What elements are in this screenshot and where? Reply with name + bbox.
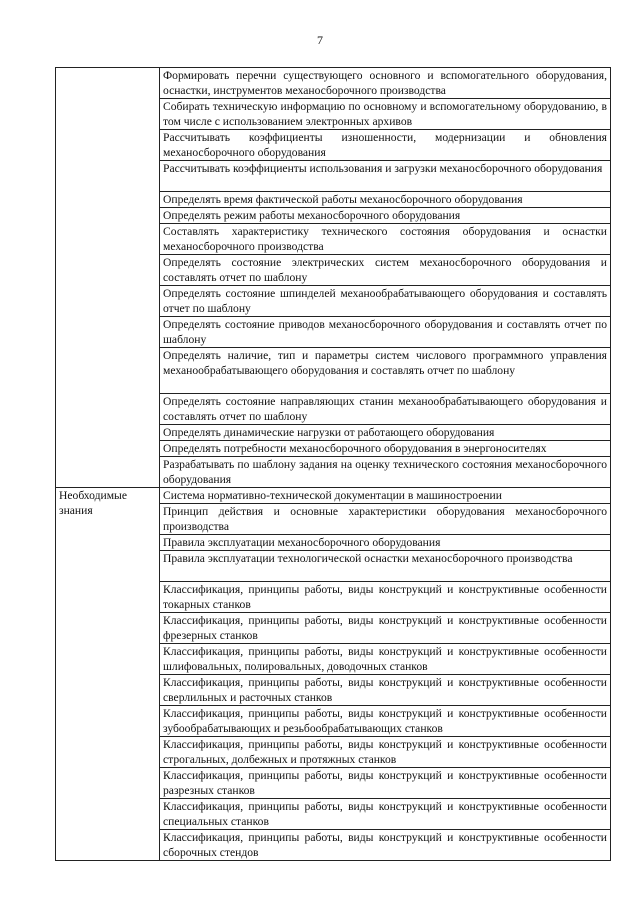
table-cell: Классификация, принципы работы, виды конструкций и конструктивные особенности фрезерных станков — [160, 613, 611, 644]
table-cell: Правила эксплуатации механосборочного оборудования — [160, 535, 611, 551]
table-cell: Разрабатывать по шаблону задания на оценку технического состояния механосборочного оборудования — [160, 457, 611, 488]
table-cell: Определять наличие, тип и параметры систем числового программного управления механообрабатывающего оборудования и составлять отчет по шаблону — [160, 348, 611, 394]
table-cell: Принцип действия и основные характеристики оборудования механосборочного производства — [160, 504, 611, 535]
page-number: 7 — [317, 33, 323, 47]
table-cell: Классификация, принципы работы, виды конструкций и конструктивные особенности токарных станков — [160, 582, 611, 613]
table-cell: Определять время фактической работы механосборочного оборудования — [160, 192, 611, 208]
table-cell: Классификация, принципы работы, виды конструкций и конструктивные особенности сборочных стендов — [160, 830, 611, 861]
table-cell: Определять состояние шпинделей механообрабатывающего оборудования и составлять отчет по шаблону — [160, 286, 611, 317]
section-label: Необходимые знания — [56, 488, 160, 861]
table-cell: Формировать перечни существующего основного и вспомогательного оборудования, оснастки, инструментов механосборочного производства — [160, 68, 611, 99]
table-cell: Классификация, принципы работы, виды конструкций и конструктивные особенности строгальных, долбежных и протяжных станков — [160, 737, 611, 768]
section-label — [56, 68, 160, 488]
table-cell: Составлять характеристику технического состояния оборудования и оснастки механосборочного производства — [160, 224, 611, 255]
table-cell: Определять динамические нагрузки от работающего оборудования — [160, 425, 611, 441]
table-cell: Определять состояние направляющих станин механообрабатывающего оборудования и составлять отчет по шаблону — [160, 394, 611, 425]
table-cell: Классификация, принципы работы, виды конструкций и конструктивные особенности разрезных станков — [160, 768, 611, 799]
table-cell: Определять состояние приводов механосборочного оборудования и составлять отчет по шаблону — [160, 317, 611, 348]
table-row — [56, 488, 611, 504]
table-cell: Классификация, принципы работы, виды конструкций и конструктивные особенности шлифовальных, полировальных, доводочных станков — [160, 644, 611, 675]
table-cell: Рассчитывать коэффициенты изношенности, модернизации и обновления механосборочного оборудования — [160, 130, 611, 161]
table-row — [56, 68, 611, 99]
table-cell: Собирать техническую информацию по основному и вспомогательному оборудованию, в том числе с использованием электронных архивов — [160, 99, 611, 130]
table-cell: Рассчитывать коэффициенты использования и загрузки механосборочного оборудования — [160, 161, 611, 192]
table-cell: Определять потребности механосборочного оборудования в энергоносителях — [160, 441, 611, 457]
competency-table — [55, 67, 611, 861]
table-cell: Правила эксплуатации технологической оснастки механосборочного производства — [160, 551, 611, 582]
table-cell: Классификация, принципы работы, виды конструкций и конструктивные особенности сверлильных и расточных станков — [160, 675, 611, 706]
table-cell: Система нормативно-технической документации в машиностроении — [160, 488, 611, 504]
table-cell: Определять режим работы механосборочного оборудования — [160, 208, 611, 224]
table-cell: Классификация, принципы работы, виды конструкций и конструктивные особенности зубообрабатывающих и резьбообрабатывающих станков — [160, 706, 611, 737]
table-cell: Определять состояние электрических систем механосборочного оборудования и составлять отчет по шаблону — [160, 255, 611, 286]
table-cell: Классификация, принципы работы, виды конструкций и конструктивные особенности специальных станков — [160, 799, 611, 830]
